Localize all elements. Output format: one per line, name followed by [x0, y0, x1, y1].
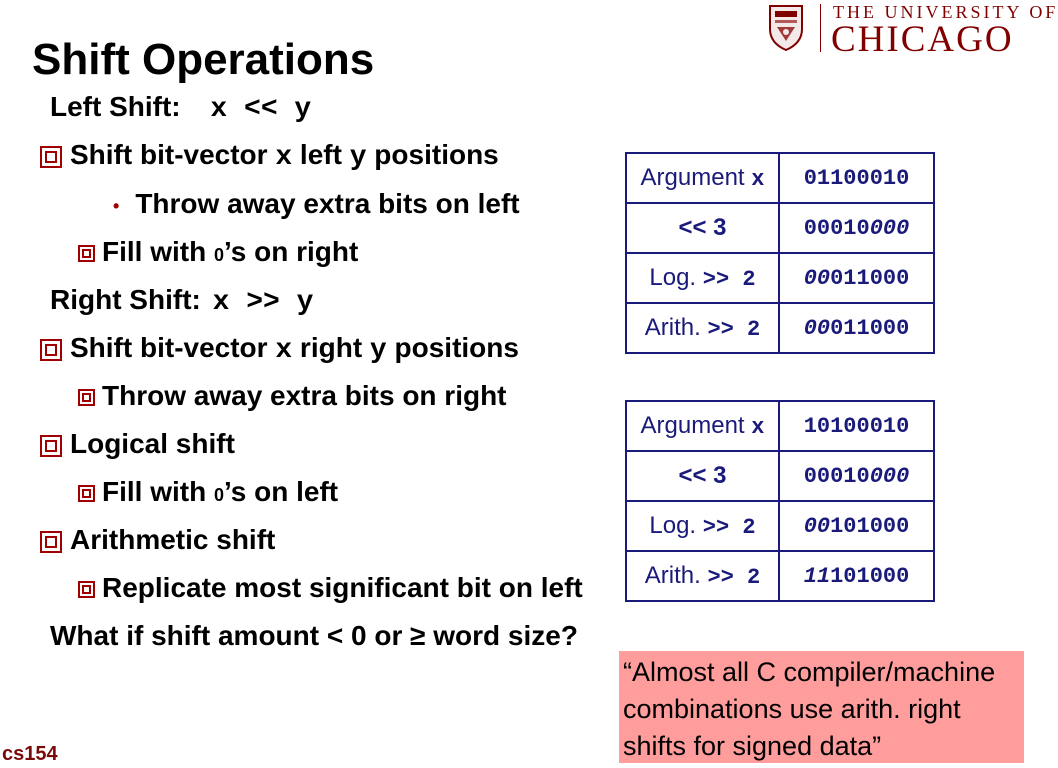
quote-callout: “Almost all C compiler/machine combinations use arith. right shifts for signed data”	[619, 651, 1024, 763]
arith-shift-value: 11101000	[779, 551, 934, 601]
table-row	[626, 451, 934, 501]
arith-shift-label: Arith. >> 2	[626, 303, 779, 353]
square-bullet-icon	[78, 485, 95, 502]
slide-title: Shift Operations	[32, 35, 375, 84]
logical-shift-label: Log. >> 2	[626, 501, 779, 551]
table-row	[626, 501, 934, 551]
square-bullet-icon	[78, 581, 95, 598]
table-row	[626, 551, 934, 601]
right-shift-heading: Right Shift: x >> y	[50, 284, 314, 318]
argument-label: Argument x	[626, 153, 779, 203]
left-shift-expr: x << y	[210, 94, 312, 125]
table-row	[626, 303, 934, 353]
shift-table-negative	[625, 400, 935, 602]
table-row	[626, 253, 934, 303]
argument-value: 01100010	[779, 153, 934, 203]
left-shift-label: << 3	[626, 203, 779, 253]
left-shift-item-1: Shift bit-vector x left y positions	[40, 139, 499, 174]
right-shift-item-2: Logical shift	[40, 428, 235, 460]
left-shift-label: << 3	[626, 451, 779, 501]
logo-university-of: THE UNIVERSITY OF	[833, 2, 1058, 22]
shift-table-positive	[625, 152, 935, 354]
square-bullet-icon	[78, 245, 95, 262]
right-shift-sub-2: Fill with 0’s on left	[78, 476, 338, 511]
table-row	[626, 203, 934, 253]
square-bullet-icon	[40, 435, 62, 457]
square-bullet-icon	[40, 531, 62, 553]
left-shift-value: 00010000	[779, 203, 934, 253]
square-bullet-icon	[40, 146, 62, 168]
left-shift-heading: Left Shift: x << y	[50, 91, 312, 125]
table-row	[626, 153, 934, 203]
right-shift-sub-3: Replicate most significant bit on left	[78, 572, 583, 604]
logical-shift-value: 00101000	[779, 501, 934, 551]
right-shift-expr: x >> y	[212, 287, 314, 318]
dot-bullet-icon: •	[113, 195, 120, 216]
arith-shift-value: 00011000	[779, 303, 934, 353]
right-shift-item-1: Shift bit-vector x right y positions	[40, 332, 519, 367]
university-seal-icon	[767, 3, 805, 51]
question-line: What if shift amount < 0 or ≥ word size?	[50, 620, 578, 651]
square-bullet-icon	[78, 389, 95, 406]
logo-divider	[820, 4, 821, 52]
course-label: cs154	[2, 743, 58, 765]
left-shift-sub-2: Fill with 0’s on right	[78, 236, 358, 271]
logical-shift-label: Log. >> 2	[626, 253, 779, 303]
left-shift-sub-1: • Throw away extra bits on left	[113, 188, 520, 219]
argument-label: Argument x	[626, 401, 779, 451]
left-shift-value: 00010000	[779, 451, 934, 501]
argument-value: 10100010	[779, 401, 934, 451]
logical-shift-value: 00011000	[779, 253, 934, 303]
right-shift-item-3: Arithmetic shift	[40, 524, 275, 556]
square-bullet-icon	[40, 339, 62, 361]
logo-chicago: CHICAGO	[831, 19, 1014, 60]
arith-shift-label: Arith. >> 2	[626, 551, 779, 601]
right-shift-sub-1: Throw away extra bits on right	[78, 380, 507, 412]
table-row	[626, 401, 934, 451]
